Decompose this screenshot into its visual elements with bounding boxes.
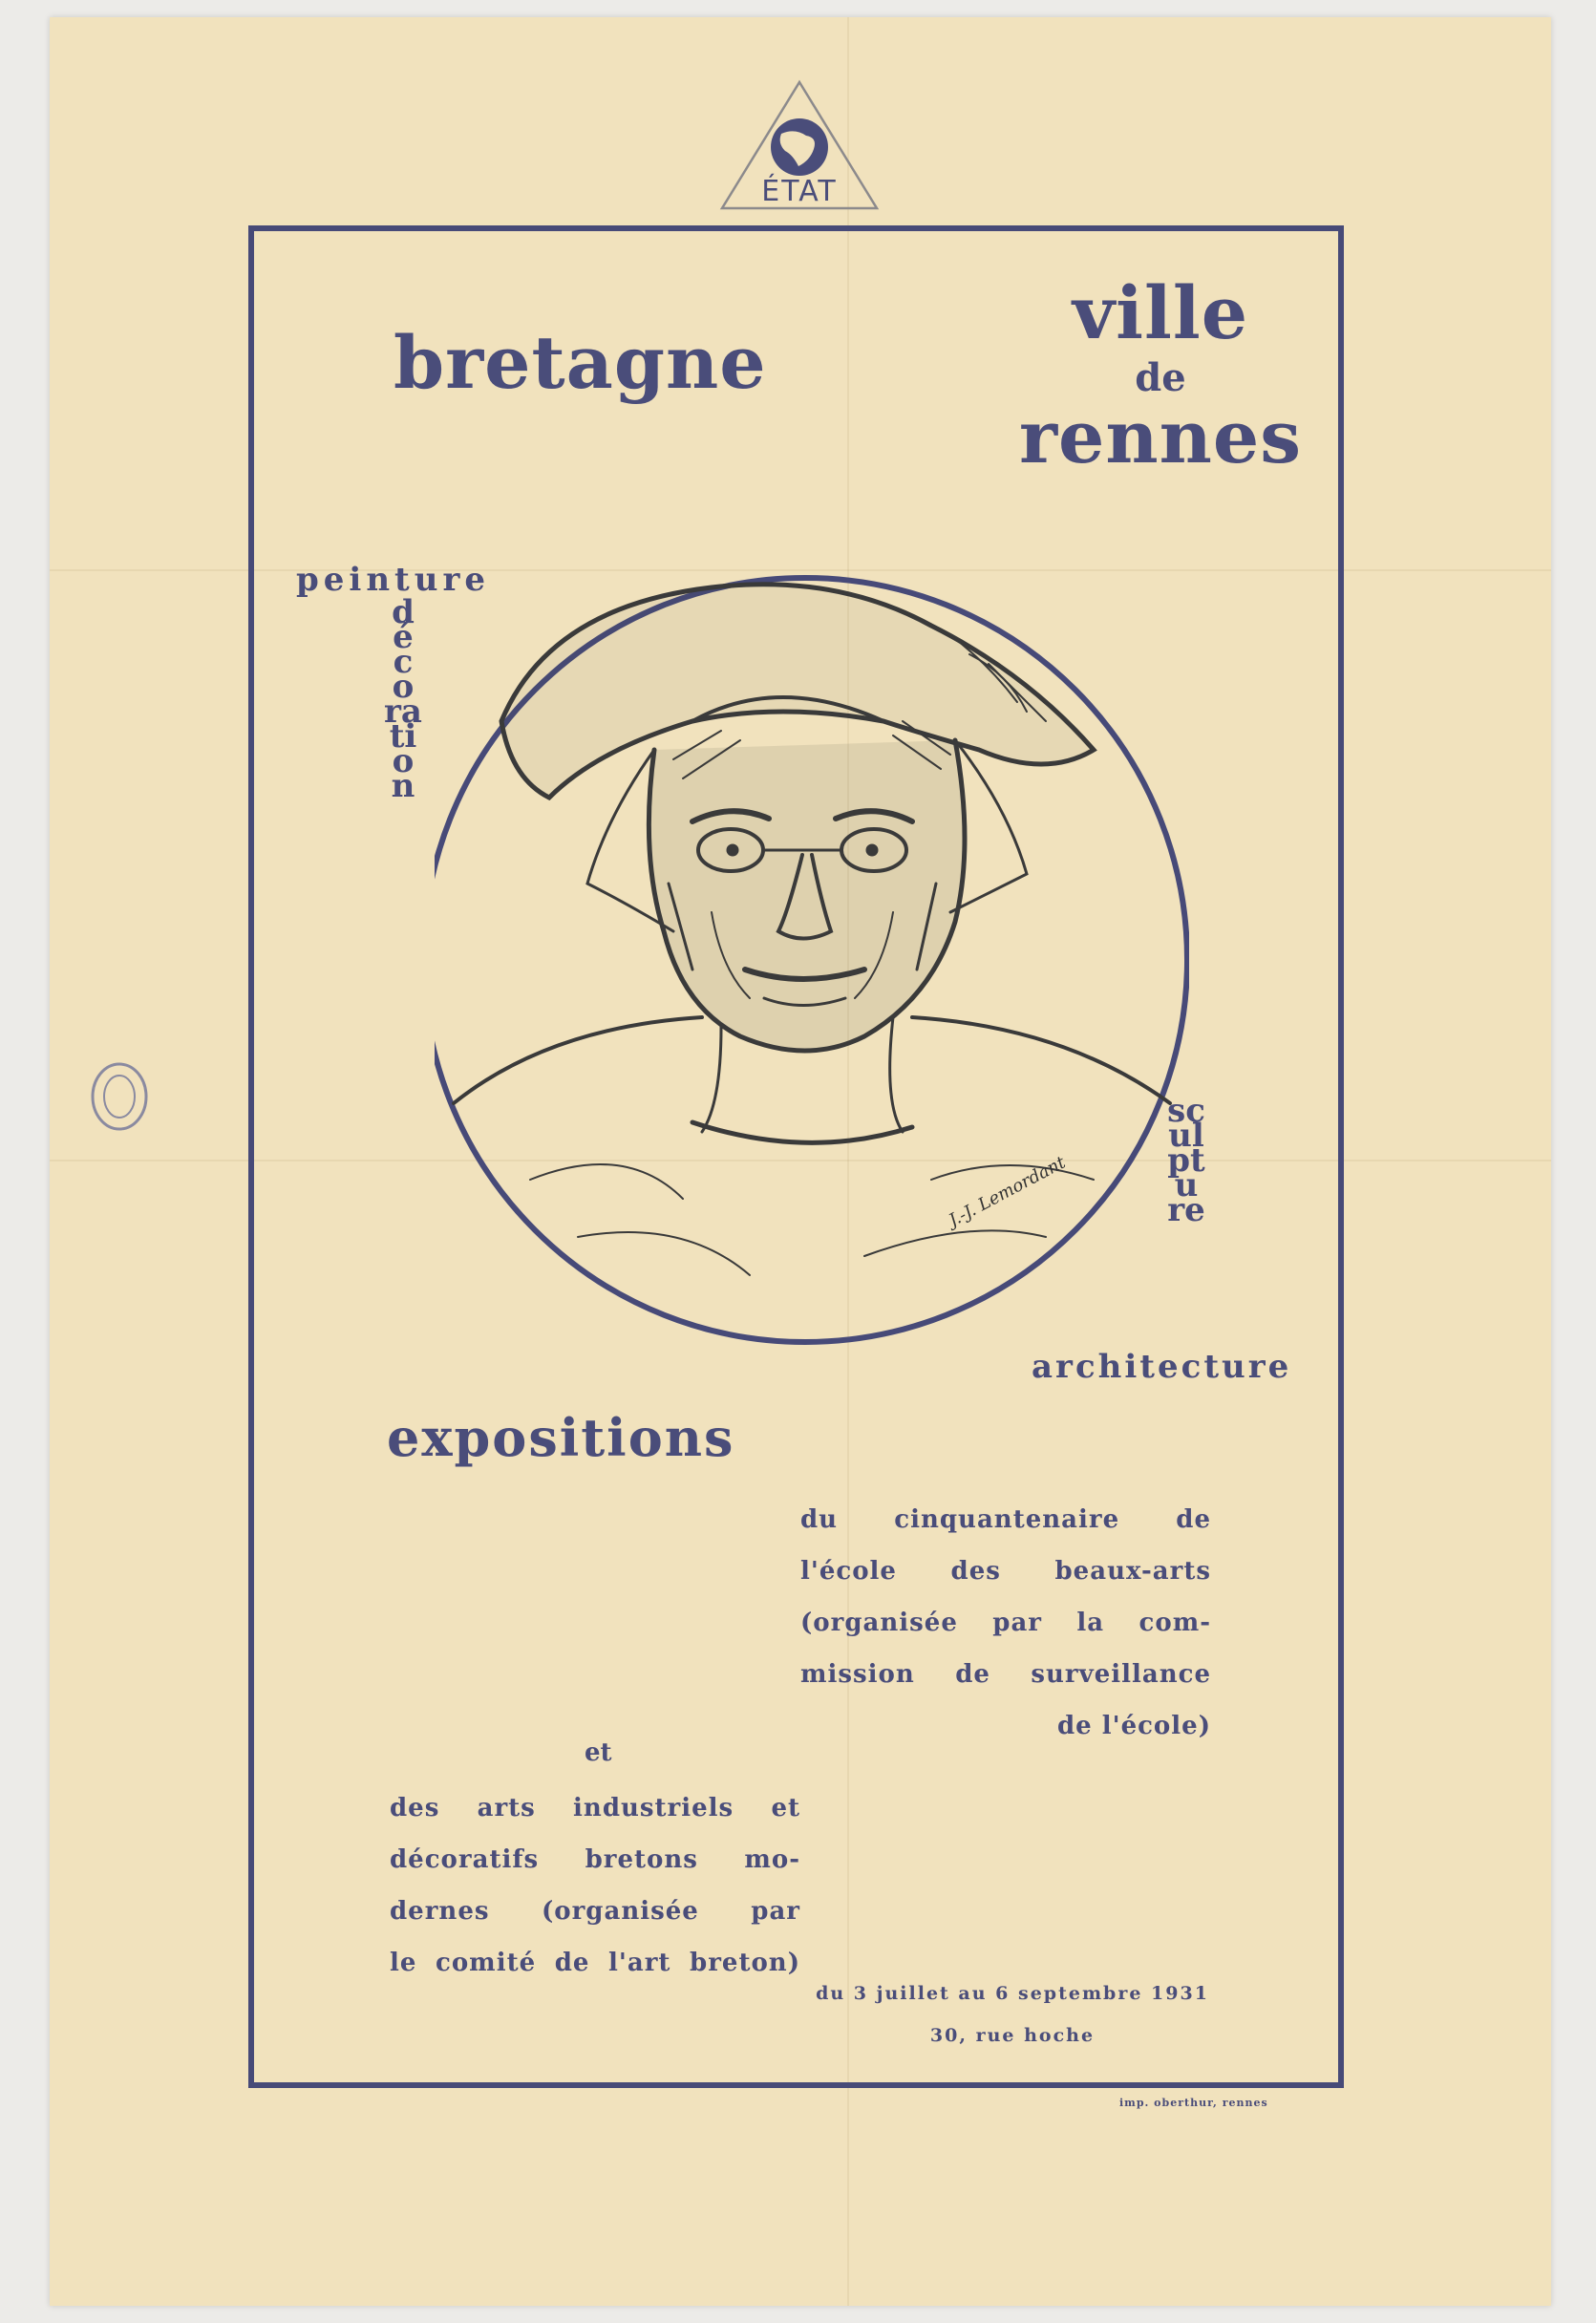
paragraph-line: de l'école) [1056,1712,1211,1740]
paragraph-arts-bretons [390,1782,800,1989]
paragraph-line: mission de surveillance [800,1660,1211,1689]
label-architecture: architecture [1032,1348,1292,1386]
printer-credit: imp. oberthur, rennes [1119,2097,1268,2109]
paragraph-line: le comité de l'art breton) [390,1949,800,1977]
logo-label: ÉTAT [761,175,838,208]
paragraph-line: décoratifs bretons mo- [390,1845,800,1874]
exhibition-address: 30, rue hoche [929,2025,1096,2046]
portrait-signature: J.-J. Lemordant [946,1152,1070,1231]
title-ville: ville [1072,270,1249,355]
paragraph-line: des arts industriels et [390,1794,800,1822]
title-de: de [1135,355,1186,400]
label-decoration: décoration [384,593,422,805]
portrait-drawing-icon [435,568,1189,1352]
paragraph-line: dernes (organisée par [390,1897,800,1926]
main-title-expositions: expositions [387,1407,735,1468]
title-rennes: rennes [1018,394,1303,480]
title-bretagne: bretagne [394,320,767,405]
paragraph-line: du cinquantenaire de [800,1505,1211,1534]
library-stamp-icon [86,1058,153,1135]
paragraph-beaux-arts [800,1494,1211,1752]
connector-et: et [585,1738,612,1767]
paragraph-line: (organisée par la com- [800,1609,1211,1637]
label-sculpture: sculpture [1167,1092,1205,1229]
exhibition-dates: du 3 juillet au 6 septembre 1931 [816,1983,1209,2004]
label-peinture: peinture [296,561,491,599]
paragraph-line: l'école des beaux-arts [800,1557,1211,1586]
